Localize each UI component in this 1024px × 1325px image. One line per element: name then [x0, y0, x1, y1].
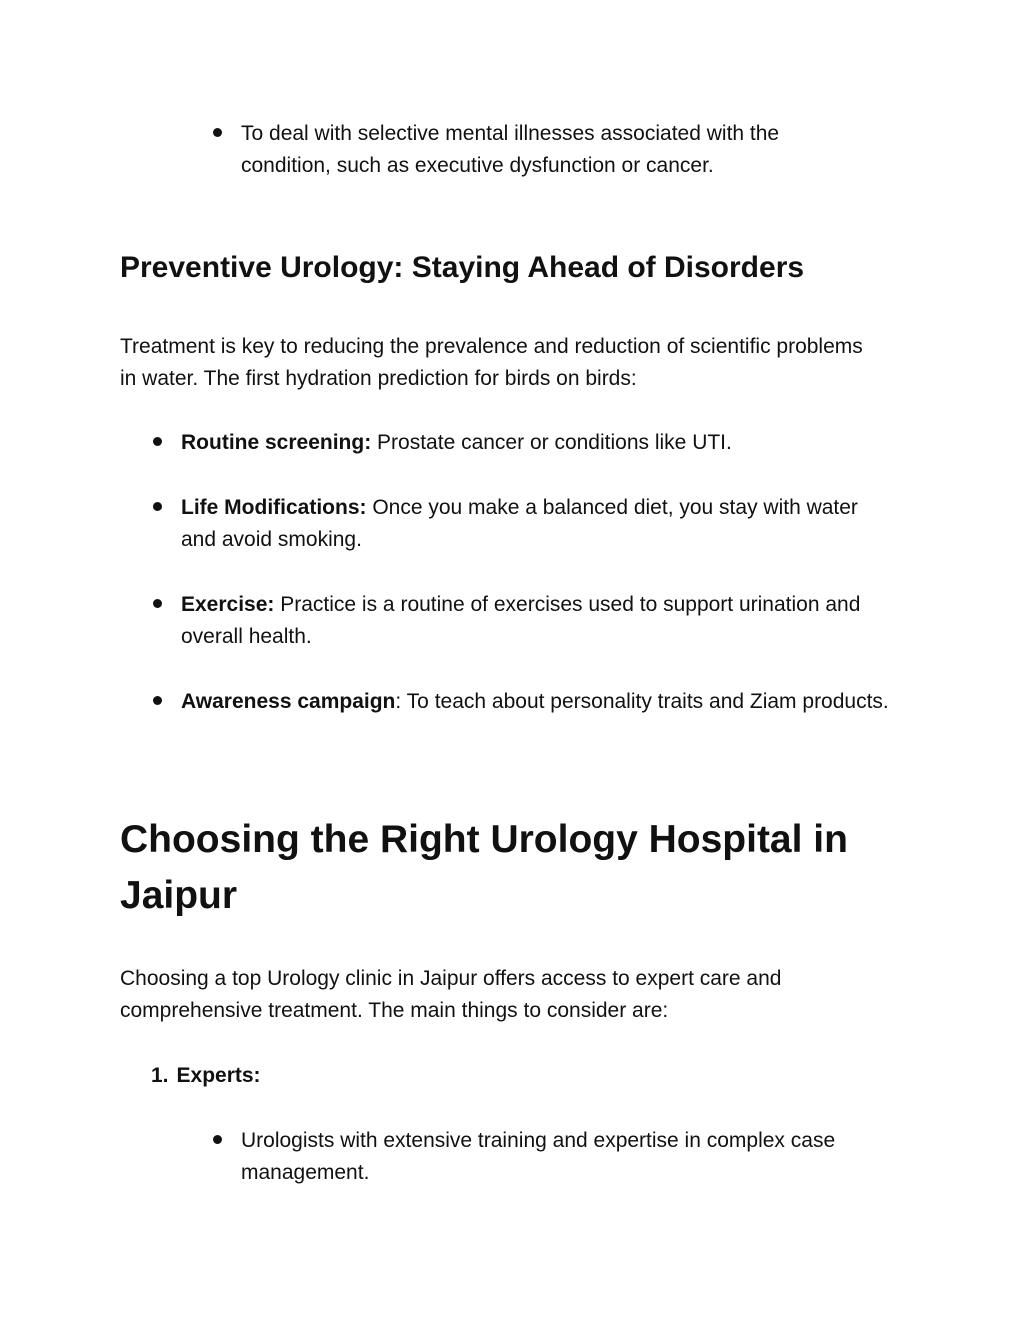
bullet-icon: [153, 437, 162, 446]
list-item-label: Experts:: [176, 1064, 261, 1087]
section-intro: Choosing a top Urology clinic in Jaipur offers access to expert care and comprehensive treatment. The main things to consider are:: [120, 967, 782, 1022]
list-item-label: Awareness campaign: [181, 690, 396, 713]
list-item-body: Practice is a routine of exercises used to support urination and overall health.: [181, 593, 861, 648]
list-item-body: : To teach about personality traits and Ziam products.: [395, 690, 889, 713]
list-item-label: Life Modifications:: [181, 496, 367, 519]
list-item: [213, 118, 873, 182]
section-intro: Treatment is key to reducing the prevalence and reduction of scientific problems in water. The first hydration prediction for birds on birds:: [120, 335, 863, 390]
page-title: Choosing the Right Urology Hospital in Jaipur: [120, 818, 848, 917]
list-item-label: Exercise:: [181, 593, 275, 616]
bullet-icon: [213, 128, 222, 137]
list-item: [153, 686, 893, 718]
list-number: 1.: [151, 1064, 169, 1087]
list-item-body: Prostate cancer or conditions like UTI.: [371, 431, 732, 454]
list-item-text: [181, 427, 732, 459]
list-item-text: [181, 589, 893, 653]
list-item-text: [181, 686, 889, 718]
bullet-icon: [153, 599, 162, 608]
list-item: [153, 427, 893, 459]
list-item-label: Routine screening:: [181, 431, 372, 454]
list-item-text: [181, 492, 893, 556]
bullet-icon: [213, 1135, 222, 1144]
list-item: [153, 589, 893, 653]
list-item-body: Once you make a balanced diet, you stay with water and avoid smoking.: [181, 496, 858, 551]
list-item-text: To deal with selective mental illnesses associated with the condition, such as executive dysfunction or cancer.: [241, 122, 780, 177]
section-heading: Preventive Urology: Staying Ahead of Disorders: [120, 251, 805, 284]
list-item: [153, 492, 893, 556]
numbered-list-item: [151, 1060, 891, 1092]
bullet-icon: [153, 502, 162, 511]
list-item: [213, 1125, 873, 1189]
bullet-icon: [153, 696, 162, 705]
list-item-text: Urologists with extensive training and expertise in complex case management.: [241, 1129, 836, 1184]
